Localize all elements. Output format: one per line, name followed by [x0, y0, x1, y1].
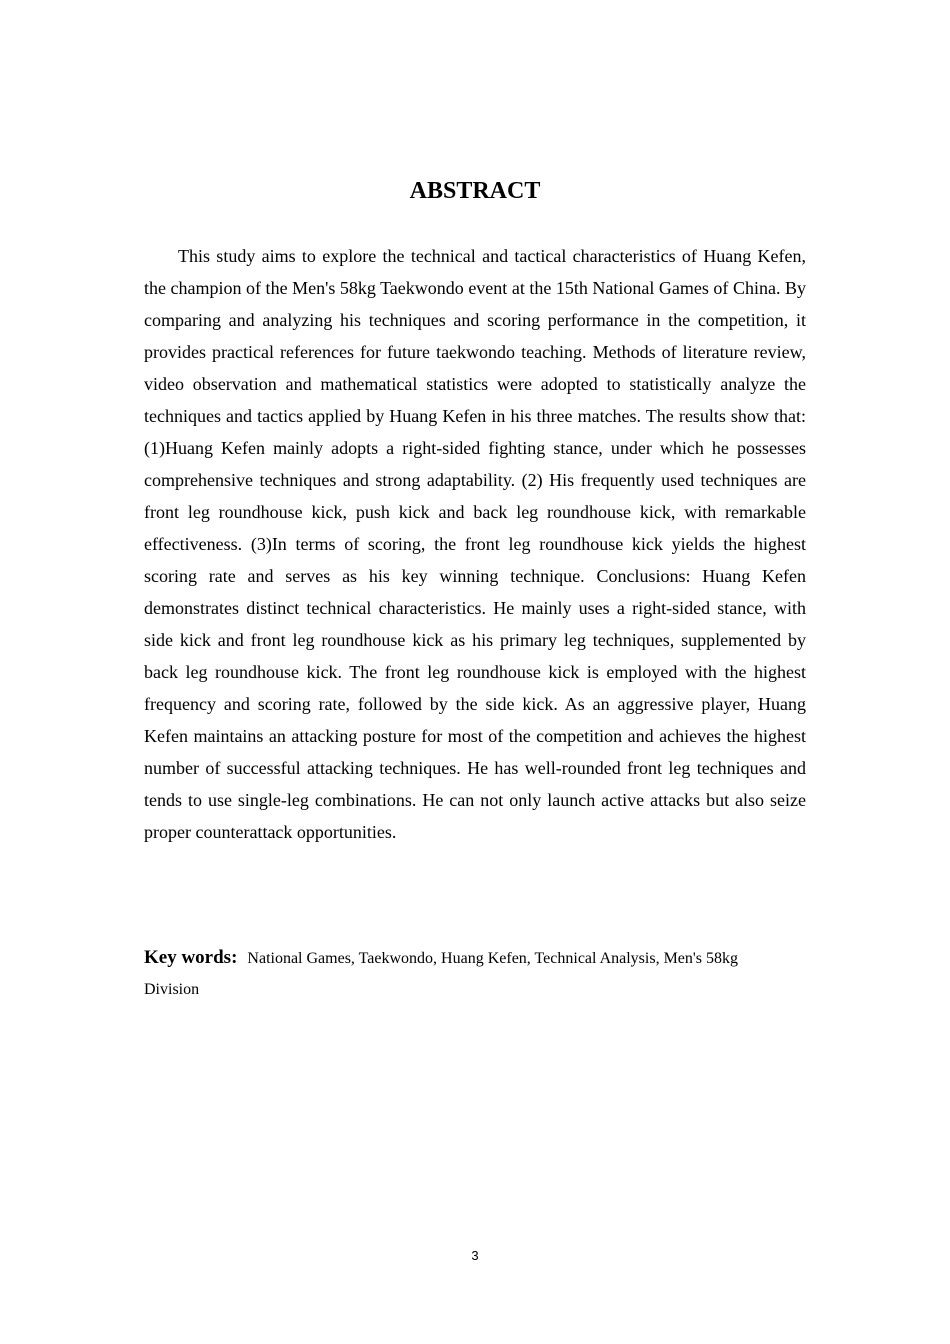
keywords-text: National Games, Taekwondo, Huang Kefen, Technical Analysis, Men's 58kg Division: [144, 950, 739, 998]
keywords-line: [144, 942, 784, 1005]
abstract-title: ABSTRACT: [409, 178, 541, 204]
keywords-label: Key words:: [144, 947, 238, 968]
page-number: 3: [471, 1248, 479, 1263]
abstract-body-text: This study aims to explore the technical and tactical characteristics of Huang Kefen, the champion of the Men's 58kg Taekwondo event at the 15th National Games of China. By comparing and analyzing his techniques and scoring performance in the competition, it provides practical references for future taekwondo teaching. Methods of literature review, video observation and mathematical statistics were adopted to statistically analyze the techniques and tactics applied by Huang Kefen in his three matches. The results show that: (1)Huang Kefen mainly adopts a right-sided fighting stance, under which he possesses comprehensive techniques and strong adaptability. (2) His frequently used techniques are front leg roundhouse kick, push kick and back leg roundhouse kick, with remarkable effectiveness. (3)In terms of scoring, the front leg roundhouse kick yields the highest scoring rate and serves as his key winning technique. Conclusions: Huang Kefen demonstrates distinct technical characteristics. He mainly uses a right-sided stance, with side kick and front leg roundhouse kick as his primary leg techniques, supplemented by back leg roundhouse kick. The front leg roundhouse kick is employed with the highest frequency and scoring rate, followed by the side kick. As an aggressive player, Huang Kefen maintains an attacking posture for most of the competition and achieves the highest number of successful attacking techniques. He has well-rounded front leg techniques and tends to use single-leg combinations. He can not only launch active attacks but also seize proper counterattack opportunities.: [144, 246, 806, 842]
